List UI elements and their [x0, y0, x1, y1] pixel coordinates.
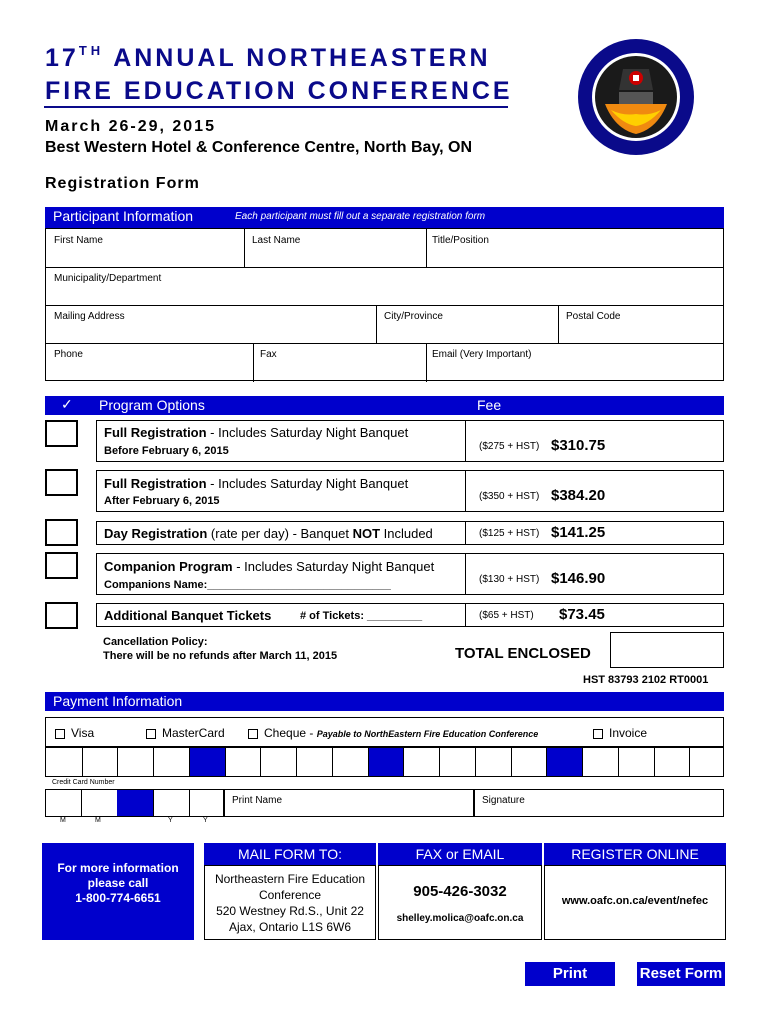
title-line2: FIRE EDUCATION CONFERENCE: [45, 77, 513, 105]
option-total-fee: $310.75: [551, 437, 606, 454]
cheque-checkbox[interactable]: [248, 729, 258, 739]
mastercard-label: MasterCard: [162, 726, 225, 740]
option-desc-c: Included: [380, 526, 433, 541]
conference-dates: March 26-29, 2015: [45, 118, 216, 135]
conference-venue: Best Western Hotel & Conference Centre, North Bay, ON: [45, 139, 473, 156]
title-suffix: TH: [78, 43, 105, 58]
option-sub: Before February 6, 2015: [104, 445, 229, 457]
credit-card-digit-cell[interactable]: [475, 748, 511, 776]
phone-field[interactable]: Phone: [54, 349, 83, 360]
option-full-early: [96, 420, 724, 462]
expiry-month-1: M: [60, 817, 66, 824]
option-desc-b: NOT: [352, 526, 381, 541]
expiry-year-2: Y: [203, 817, 208, 824]
option-desc: - Includes Saturday Night Banquet: [206, 476, 409, 491]
visa-option[interactable]: [55, 726, 94, 740]
mail-line3: 520 Westney Rd.S., Unit 22: [216, 904, 364, 918]
print-name-label: Print Name: [232, 795, 283, 806]
credit-card-number-field[interactable]: [45, 747, 724, 777]
cancellation-title: Cancellation Policy:: [103, 636, 208, 648]
payment-methods: [45, 717, 724, 747]
credit-card-digit-cell[interactable]: [225, 748, 261, 776]
option-base-fee: ($65 + HST): [479, 610, 534, 621]
option-companion-checkbox[interactable]: [45, 552, 78, 579]
cancellation-text: There will be no refunds after March 11, 2015: [103, 650, 338, 662]
info-line1: For more information: [57, 861, 179, 875]
credit-card-digit-cell[interactable]: [403, 748, 439, 776]
option-base-fee: ($350 + HST): [479, 491, 540, 502]
credit-card-digit-cell[interactable]: [82, 748, 118, 776]
option-day-checkbox[interactable]: [45, 519, 78, 546]
credit-card-digit-cell[interactable]: [117, 748, 153, 776]
print-button[interactable]: Print: [525, 962, 615, 986]
fax-email-heading: FAX or EMAIL: [378, 843, 542, 865]
option-full-late: [96, 470, 724, 512]
mail-line1: Northeastern Fire Education: [214, 872, 366, 886]
fee-heading: Fee: [477, 397, 502, 413]
credit-card-label: Credit Card Number: [52, 779, 115, 786]
municipality-field[interactable]: Municipality/Department: [54, 273, 162, 284]
credit-card-digit-cell[interactable]: [689, 748, 725, 776]
option-full-early-checkbox[interactable]: [45, 420, 78, 447]
payment-heading: Payment Information: [53, 693, 183, 709]
option-name: Companion Program: [104, 559, 233, 574]
title-position-field[interactable]: Title/Position: [432, 235, 489, 246]
reset-form-button[interactable]: Reset Form: [637, 962, 725, 986]
last-name-field[interactable]: Last Name: [252, 235, 301, 246]
info-line2: please call: [87, 876, 149, 890]
credit-card-digit-cell[interactable]: [618, 748, 654, 776]
cheque-option[interactable]: [248, 726, 538, 740]
option-name: Day Registration: [104, 526, 208, 541]
visa-label: Visa: [71, 726, 95, 740]
register-url[interactable]: www.oafc.on.ca/event/nefec: [561, 895, 709, 907]
postal-code-field[interactable]: Postal Code: [566, 311, 621, 322]
invoice-checkbox[interactable]: [593, 729, 603, 739]
form-title: Registration Form: [45, 175, 200, 192]
title-underline: [44, 106, 508, 108]
option-desc: - Includes Saturday Night Banquet: [206, 425, 409, 440]
participant-note: Each participant must fill out a separate registration form: [235, 211, 486, 222]
cheque-note: Payable to NorthEastern Fire Education Conference: [316, 729, 539, 739]
fax-email-box: [378, 865, 542, 940]
signature-field[interactable]: [474, 789, 724, 817]
email-field[interactable]: Email (Very Important): [432, 349, 532, 360]
city-province-field[interactable]: City/Province: [384, 311, 443, 322]
info-call-box: [42, 843, 194, 940]
option-desc-a: (rate per day) - Banquet: [207, 526, 353, 541]
option-day: [96, 521, 724, 545]
hst-number: HST 83793 2102 RT0001: [583, 674, 709, 686]
register-online-heading: REGISTER ONLINE: [544, 843, 726, 865]
invoice-label: Invoice: [609, 726, 648, 740]
conference-title: [45, 44, 491, 73]
mail-heading: MAIL FORM TO:: [204, 843, 376, 865]
cheque-label: Cheque -: [264, 726, 317, 740]
credit-card-digit-cell[interactable]: [332, 748, 368, 776]
mailing-address-field[interactable]: Mailing Address: [54, 311, 125, 322]
option-total-fee: $384.20: [551, 487, 606, 504]
mastercard-checkbox[interactable]: [146, 729, 156, 739]
participant-heading: Participant Information: [53, 208, 194, 224]
option-sub: After February 6, 2015: [104, 495, 220, 507]
option-base-fee: ($125 + HST): [479, 528, 540, 539]
credit-card-digit-cell[interactable]: [260, 748, 296, 776]
contact-email[interactable]: shelley.molica@oafc.on.ca: [396, 913, 524, 924]
option-base-fee: ($130 + HST): [479, 574, 540, 585]
print-name-field[interactable]: [224, 789, 474, 817]
credit-card-digit-cell: [546, 748, 582, 776]
credit-card-digit-cell: [368, 748, 404, 776]
expiry-month-2: M: [95, 817, 101, 824]
mail-line4: Ajax, Ontario L1S 6W6: [228, 920, 352, 934]
tickets-count-field[interactable]: # of Tickets: _________: [300, 610, 423, 622]
option-banquet-checkbox[interactable]: [45, 602, 78, 629]
option-total-fee: $73.45: [559, 606, 605, 623]
program-heading: Program Options: [99, 397, 205, 413]
fax-number: 905-426-3032: [413, 883, 507, 900]
option-name: Additional Banquet Tickets: [104, 608, 272, 623]
option-full-late-checkbox[interactable]: [45, 469, 78, 496]
total-enclosed-field[interactable]: [610, 632, 724, 668]
credit-card-digit-cell[interactable]: [511, 748, 547, 776]
companions-name-field[interactable]: Companions Name:______________________________: [104, 579, 391, 591]
first-name-field[interactable]: First Name: [54, 235, 103, 246]
check-mark-icon: ✓: [61, 396, 73, 412]
credit-card-digit-cell[interactable]: [296, 748, 332, 776]
expiry-year-1: Y: [168, 817, 173, 824]
option-companion: [96, 553, 724, 595]
title-number: 17: [45, 44, 79, 72]
option-total-fee: $141.25: [551, 524, 606, 541]
fax-field[interactable]: Fax: [260, 349, 277, 360]
option-desc: - Includes Saturday Night Banquet: [232, 559, 435, 574]
program-header: [45, 396, 724, 415]
mail-line2: Conference: [258, 888, 322, 902]
total-enclosed-label: TOTAL ENCLOSED: [455, 645, 591, 662]
credit-card-digit-cell: [189, 748, 225, 776]
invoice-option[interactable]: [593, 726, 647, 740]
credit-card-digit-cell[interactable]: [654, 748, 690, 776]
participant-table: [45, 228, 724, 381]
option-banquet: [96, 603, 724, 627]
signature-label: Signature: [482, 795, 525, 806]
option-name: Full Registration: [104, 476, 207, 491]
visa-checkbox[interactable]: [55, 729, 65, 739]
credit-card-digit-cell[interactable]: [46, 748, 82, 776]
title-line1: ANNUAL NORTHEASTERN: [113, 44, 491, 72]
credit-card-digit-cell[interactable]: [439, 748, 475, 776]
participant-header: [45, 207, 724, 228]
expiry-field[interactable]: [45, 789, 224, 817]
info-phone: 1-800-774-6651: [75, 891, 161, 905]
option-base-fee: ($275 + HST): [479, 441, 540, 452]
credit-card-digit-cell[interactable]: [153, 748, 189, 776]
mail-address-box: [204, 865, 376, 940]
conference-logo: [575, 34, 697, 160]
option-total-fee: $146.90: [551, 570, 606, 587]
payment-header: [45, 692, 724, 711]
mastercard-option[interactable]: [146, 726, 225, 740]
credit-card-digit-cell[interactable]: [582, 748, 618, 776]
register-online-box: [544, 865, 726, 940]
option-name: Full Registration: [104, 425, 207, 440]
